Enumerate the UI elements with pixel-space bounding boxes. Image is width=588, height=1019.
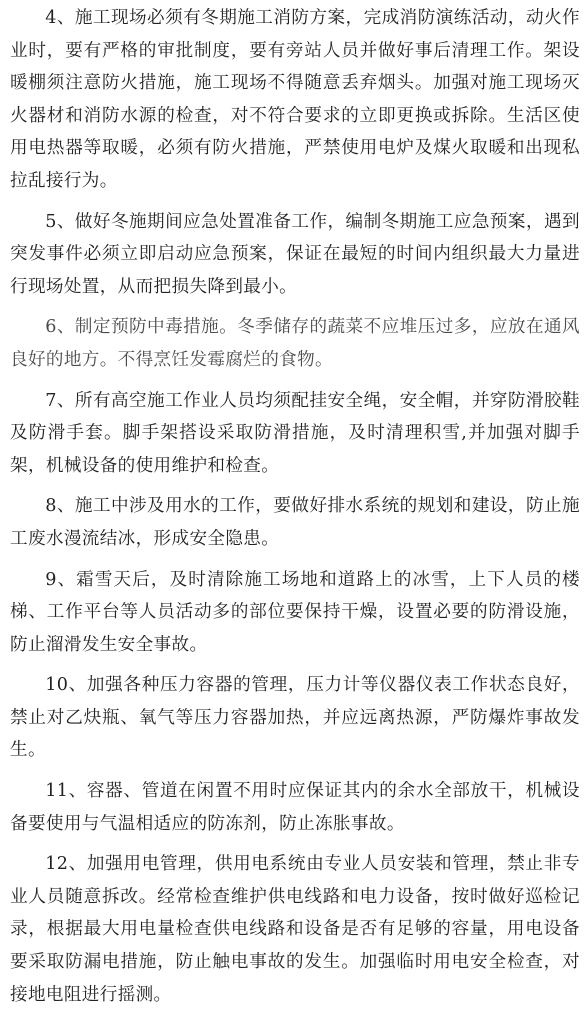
paragraph-6: 6、制定预防中毒措施。冬季储存的蔬菜不应堆压过多，应放在通风良好的地方。不得烹饪发霉腐烂的食物。 [10, 317, 580, 370]
paragraph-10: 10、加强各种压力容器的管理，压力计等仪器仪表工作状态良好，禁止对乙炔瓶、氧气等压力容器加热，并应远离热源，严防爆炸事故发生。 [10, 675, 580, 761]
paragraph-12: 12、加强用电管理，供用电系统由专业人员安装和管理，禁止非专业人员随意拆改。经常检查维护供电线路和电力设备，按时做好巡检记录，根据最大用电量检查供电线路和设备是否有足够的容量，用电设备要采取防漏电措施，防止触电事故的发生。加强临时用电安全检查，对接地电阻进行摇测。 [10, 854, 580, 1005]
paragraph-5: 5、做好冬施期间应急处置准备工作，编制冬期施工应急预案，遇到突发事件必须立即启动应急预案，保证在最短的时间内组织最大力量进行现场处置，从而把损失降到最小。 [10, 211, 580, 297]
document-page [10, 2, 580, 1019]
paragraph-4: 4、施工现场必须有冬期施工消防方案，完成消防演练活动，动火作业时，要有严格的审批制度，要有旁站人员并做好事后清理工作。架设暖棚须注意防火措施，施工现场不得随意丢弃烟头。加强对施工现场灭火器材和消防水源的检查，对不符合要求的立即更换或拆除。生活区使用电热器等取暖，必须有防火措施，严禁使用电炉及煤火取暖和出现私拉乱接行为。 [10, 8, 580, 191]
paragraph-11: 11、容器、管道在闲置不用时应保证其内的余水全部放干，机械设备要使用与气温相适应的防冻剂，防止冻胀事故。 [10, 781, 580, 834]
paragraph-9: 9、霜雪天后，及时清除施工场地和道路上的冰雪，上下人员的楼梯、工作平台等人员活动多的部位要保持干燥，设置必要的防滑设施，防止溜滑发生安全事故。 [10, 569, 580, 655]
paragraph-8: 8、施工中涉及用水的工作，要做好排水系统的规划和建设，防止施工废水漫流结冰，形成安全隐患。 [10, 496, 580, 549]
paragraph-7: 7、所有高空施工作业人员均须配挂安全绳，安全帽，并穿防滑胶鞋及防滑手套。脚手架搭设采取防滑措施，及时清理积雪,并加强对脚手架，机械设备的使用维护和检查。 [10, 390, 580, 476]
